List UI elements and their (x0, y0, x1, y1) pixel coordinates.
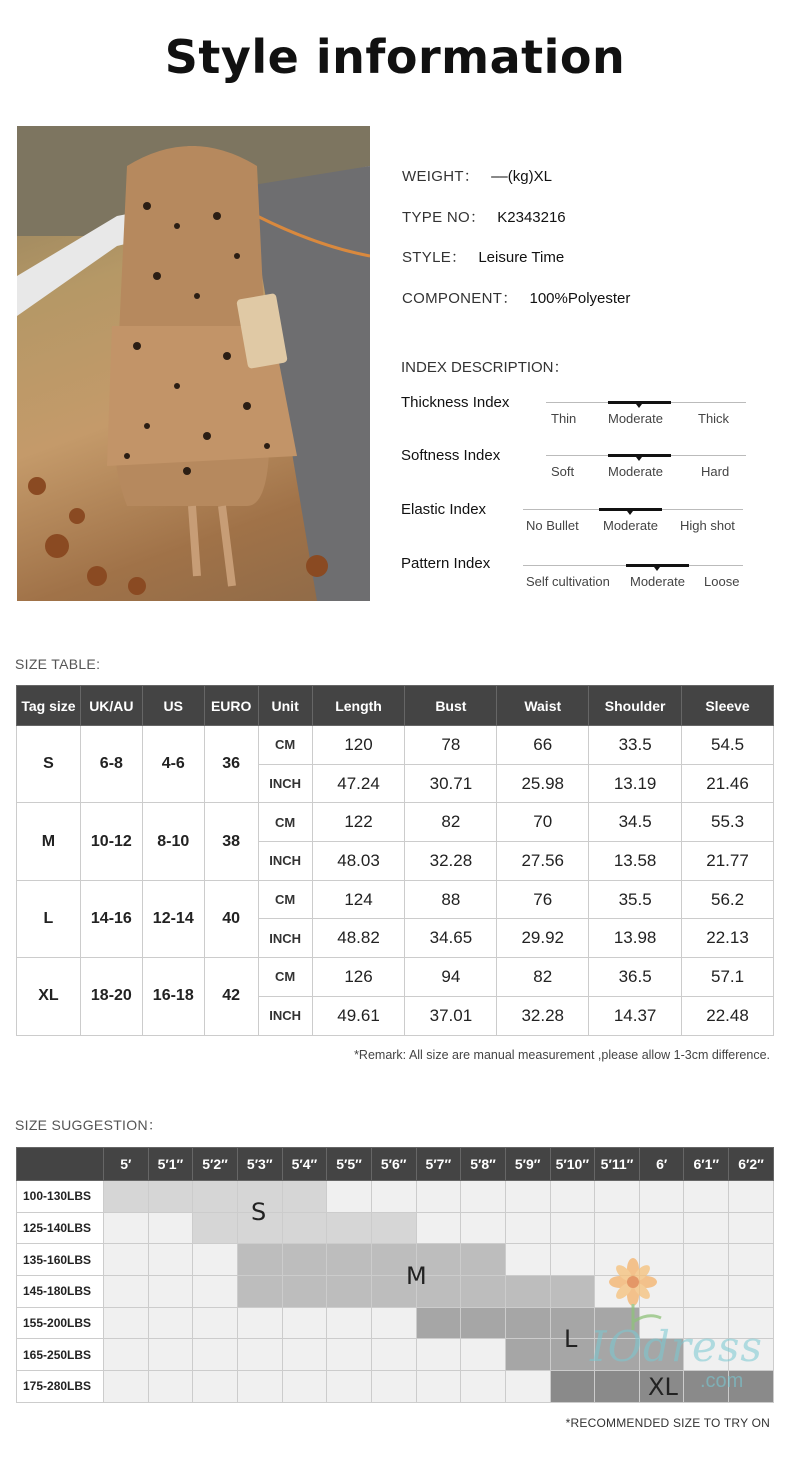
shoulder-cell: 36.5 (589, 958, 682, 997)
height-header: 5′4″ (282, 1148, 327, 1181)
shoulder-cell: 13.98 (589, 919, 682, 958)
height-header: 5′10″ (550, 1148, 595, 1181)
corner-cell (17, 1148, 104, 1181)
unit-cell: CM (258, 958, 312, 997)
unit-cell: INCH (258, 996, 312, 1035)
shoulder-cell: 33.5 (589, 726, 682, 765)
index-marker-tip (654, 567, 660, 571)
unit-cell: INCH (258, 842, 312, 881)
unit-cell: CM (258, 880, 312, 919)
index-marker-tip (636, 457, 642, 461)
elastic-index (401, 501, 761, 541)
unit-cell: INCH (258, 919, 312, 958)
index-option: Moderate (608, 411, 663, 426)
index-option: Soft (551, 464, 575, 479)
weight-row (17, 1181, 774, 1213)
bust-cell: 37.01 (405, 996, 497, 1035)
length-cell: 124 (312, 880, 405, 919)
height-header: 5′2″ (193, 1148, 238, 1181)
type-label: TYPE NO： (402, 209, 486, 226)
sleeve-cell: 55.3 (682, 803, 774, 842)
column-header: Bust (405, 686, 497, 726)
table-row (17, 958, 774, 997)
weight-label: 155-200LBS (17, 1307, 104, 1339)
shoulder-cell: 14.37 (589, 996, 682, 1035)
column-header: Tag size (17, 686, 81, 726)
index-heading: INDEX DESCRIPTION： (401, 359, 569, 376)
height-header: 6′2″ (729, 1148, 774, 1181)
index-name: Elastic Index (401, 501, 487, 518)
tag-size-cell: L (17, 880, 81, 957)
unit-cell: CM (258, 726, 312, 765)
height-header: 5′3″ (237, 1148, 282, 1181)
softness-index (401, 447, 761, 487)
us-cell: 8-10 (142, 803, 204, 880)
sleeve-cell: 57.1 (682, 958, 774, 997)
ukau-cell: 10-12 (80, 803, 142, 880)
recommend-note: *RECOMMENDED SIZE TO TRY ON (565, 1416, 770, 1430)
sleeve-cell: 21.77 (682, 842, 774, 881)
shoulder-cell: 34.5 (589, 803, 682, 842)
us-cell: 12-14 (142, 880, 204, 957)
index-option: High shot (680, 518, 735, 533)
component-row (402, 287, 630, 308)
index-name: Thickness Index (401, 394, 510, 411)
size-zone-s: S (251, 1198, 267, 1226)
sleeve-cell: 56.2 (682, 880, 774, 919)
length-cell: 49.61 (312, 996, 405, 1035)
bust-cell: 88 (405, 880, 497, 919)
index-marker-tip (627, 511, 633, 515)
watermark-domain: .com (700, 1370, 744, 1392)
height-header: 5′5″ (327, 1148, 372, 1181)
waist-cell: 32.28 (497, 996, 589, 1035)
ukau-cell: 18-20 (80, 958, 142, 1035)
index-option: Loose (704, 574, 740, 589)
bust-cell: 34.65 (405, 919, 497, 958)
weight-label: 125-140LBS (17, 1212, 104, 1244)
waist-cell: 82 (497, 958, 589, 997)
size-remark: *Remark: All size are manual measurement ,please allow 1-3cm difference. (354, 1048, 770, 1062)
tag-size-cell: XL (17, 958, 81, 1035)
waist-cell: 27.56 (497, 842, 589, 881)
index-option: Moderate (630, 574, 685, 589)
height-header: 5′9″ (505, 1148, 550, 1181)
column-header: UK/AU (80, 686, 142, 726)
euro-cell: 42 (204, 958, 258, 1035)
size-zone-l: L (564, 1325, 578, 1353)
us-cell: 4-6 (142, 726, 204, 803)
shoulder-cell: 13.19 (589, 764, 682, 803)
size-suggestion-label: SIZE SUGGESTION： (15, 1117, 163, 1133)
ukau-cell: 14-16 (80, 880, 142, 957)
height-header: 5′7″ (416, 1148, 461, 1181)
index-option: No Bullet (526, 518, 579, 533)
length-cell: 47.24 (312, 764, 405, 803)
page-title: Style information (164, 30, 626, 84)
height-header-row (17, 1148, 774, 1181)
column-header: EURO (204, 686, 258, 726)
style-row (402, 246, 564, 267)
table-row (17, 880, 774, 919)
thickness-index (401, 394, 761, 434)
weight-row (17, 1212, 774, 1244)
index-option: Self cultivation (526, 574, 610, 589)
column-header: Shoulder (589, 686, 682, 726)
size-zone-xl: XL (648, 1373, 678, 1401)
product-photo (17, 126, 370, 601)
euro-cell: 40 (204, 880, 258, 957)
unit-cell: INCH (258, 764, 312, 803)
sleeve-cell: 54.5 (682, 726, 774, 765)
euro-cell: 38 (204, 803, 258, 880)
size-table-header (17, 686, 774, 726)
us-cell: 16-18 (142, 958, 204, 1035)
index-name: Softness Index (401, 447, 501, 464)
tag-size-cell: S (17, 726, 81, 803)
watermark-brand: IOdress (590, 1322, 763, 1371)
weight-row (17, 1244, 774, 1276)
component-value: 100%Polyester (529, 290, 631, 307)
weight-value: ––(kg)XL (491, 168, 552, 185)
bust-cell: 94 (405, 958, 497, 997)
column-header: Waist (497, 686, 589, 726)
unit-cell: CM (258, 803, 312, 842)
weight-row (17, 1276, 774, 1308)
column-header: Sleeve (682, 686, 774, 726)
tag-size-cell: M (17, 803, 81, 880)
height-header: 5′6″ (371, 1148, 416, 1181)
length-cell: 48.82 (312, 919, 405, 958)
size-table (16, 685, 774, 1036)
weight-label: 165-250LBS (17, 1339, 104, 1371)
bust-cell: 82 (405, 803, 497, 842)
bust-cell: 78 (405, 726, 497, 765)
pattern-index (401, 555, 761, 595)
weight-label: 145-180LBS (17, 1276, 104, 1308)
height-header: 5′1″ (148, 1148, 193, 1181)
weight-label: 135-160LBS (17, 1244, 104, 1276)
weight-label: WEIGHT： (402, 168, 480, 185)
height-header: 5′11″ (595, 1148, 640, 1181)
table-row (17, 726, 774, 765)
length-cell: 126 (312, 958, 405, 997)
column-header: Unit (258, 686, 312, 726)
index-option: Thin (551, 411, 577, 426)
height-header: 5′ (103, 1148, 148, 1181)
height-header: 6′1″ (684, 1148, 729, 1181)
style-label: STYLE： (402, 249, 467, 266)
weight-label: 100-130LBS (17, 1181, 104, 1213)
weight-row (402, 165, 552, 186)
waist-cell: 70 (497, 803, 589, 842)
index-option: Moderate (608, 464, 663, 479)
index-option: Hard (701, 464, 730, 479)
type-row (402, 206, 566, 227)
weight-label: 175-280LBS (17, 1371, 104, 1403)
bust-cell: 30.71 (405, 764, 497, 803)
sleeve-cell: 21.46 (682, 764, 774, 803)
type-value: K2343216 (497, 209, 566, 226)
column-header: Length (312, 686, 405, 726)
sleeve-cell: 22.48 (682, 996, 774, 1035)
euro-cell: 36 (204, 726, 258, 803)
index-marker-tip (636, 404, 642, 408)
waist-cell: 25.98 (497, 764, 589, 803)
length-cell: 120 (312, 726, 405, 765)
table-row (17, 803, 774, 842)
height-header: 6′ (639, 1148, 684, 1181)
index-option: Thick (698, 411, 730, 426)
waist-cell: 29.92 (497, 919, 589, 958)
waist-cell: 76 (497, 880, 589, 919)
bust-cell: 32.28 (405, 842, 497, 881)
height-header: 5′8″ (461, 1148, 506, 1181)
column-header: US (142, 686, 204, 726)
ukau-cell: 6-8 (80, 726, 142, 803)
shoulder-cell: 35.5 (589, 880, 682, 919)
waist-cell: 66 (497, 726, 589, 765)
style-value: Leisure Time (478, 249, 565, 266)
shoulder-cell: 13.58 (589, 842, 682, 881)
length-cell: 122 (312, 803, 405, 842)
length-cell: 48.03 (312, 842, 405, 881)
index-name: Pattern Index (401, 555, 491, 572)
index-option: Moderate (603, 518, 658, 533)
size-zone-m: M (406, 1262, 427, 1290)
component-label: COMPONENT： (402, 290, 518, 307)
sleeve-cell: 22.13 (682, 919, 774, 958)
size-table-label: SIZE TABLE: (15, 656, 101, 672)
